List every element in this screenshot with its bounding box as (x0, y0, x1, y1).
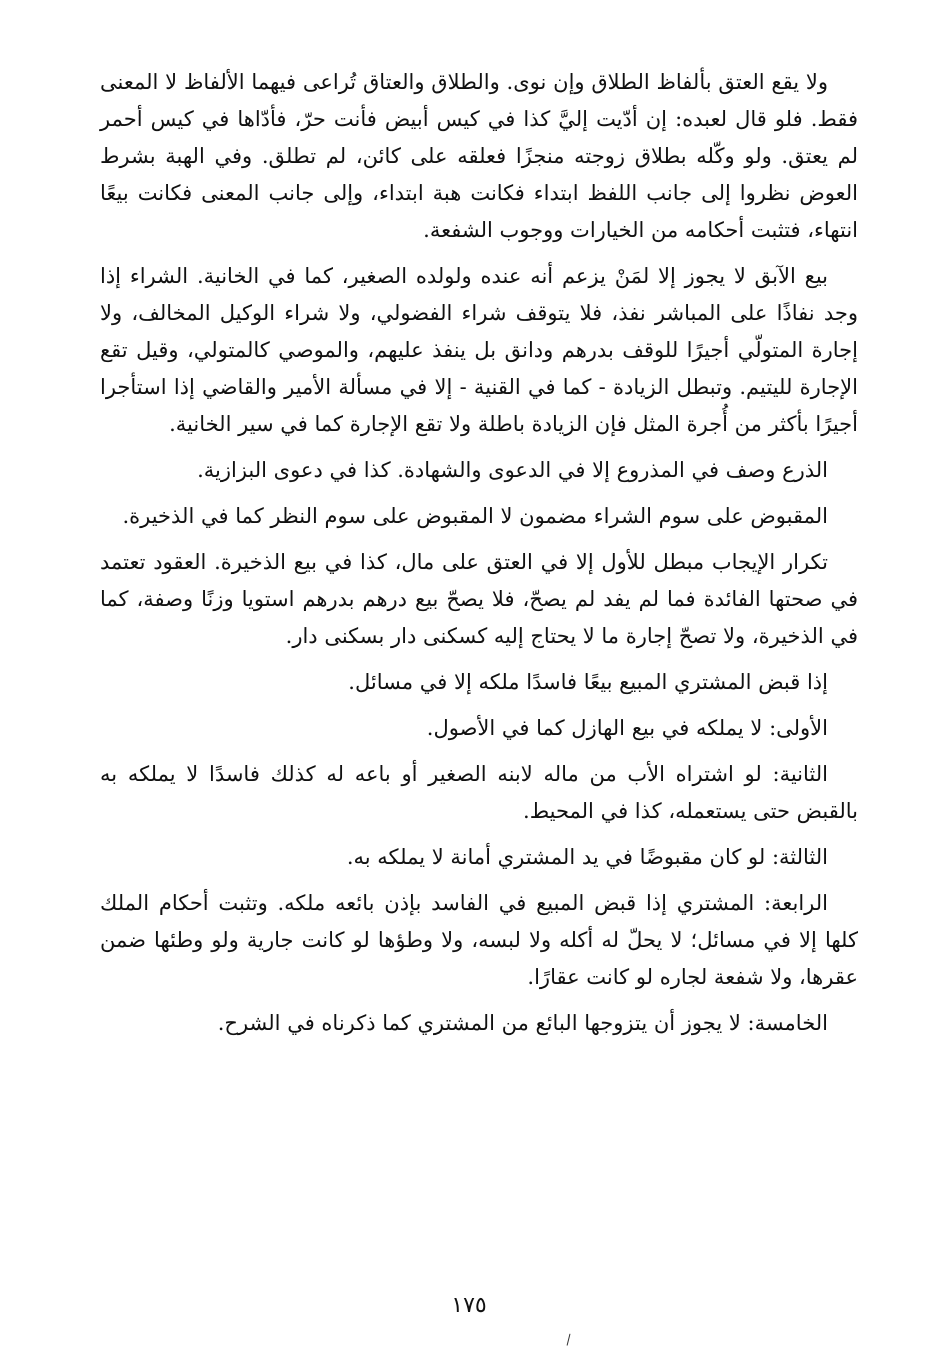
paragraph-8 (100, 756, 858, 830)
paragraph-11 (100, 1005, 858, 1042)
paragraph-4-first-line: المقبوض على سوم الشراء مضمون لا المقبوض على سوم النظر كما في (200, 504, 828, 528)
paragraph-3 (100, 452, 858, 489)
paragraph-7 (100, 710, 858, 747)
paragraph-4 (100, 498, 858, 535)
paragraph-5 (100, 544, 858, 655)
paragraph-2-first-line: بيع الآبق لا يجوز إلا لمَنْ يزعم أنه عنده ولولده الصغير، كما في الخانية. (196, 264, 828, 288)
paragraph-6-first-line: إذا قبض المشتري المبيع بيعًا فاسدًا ملكه إلا في مسائل. (348, 670, 828, 694)
paragraph-9 (100, 839, 858, 876)
paragraph-4-rest: الذخيرة. (122, 504, 195, 528)
body-text (100, 64, 858, 1051)
scan-mark (567, 1334, 574, 1347)
paragraph-5-rest: العقود تعتمد في صحتها الفائدة فما لم يفد لم يصحّ، فلا يصحّ بيع درهم بدرهم استويا وزنًا وصفة، كما في الذخيرة، ولا تصحّ إجارة ما لا يحتاج إليه كسكنى دار بسكنى دار. (100, 550, 858, 648)
paragraph-11-first-line: الخامسة: لا يجوز أن يتزوجها البائع من المشتري كما ذكرناه في الشرح. (217, 1011, 828, 1035)
paragraph-3-first-line: الذرع وصف في المذروع إلا في الدعوى والشهادة. كذا في دعوى البزازية. (197, 458, 828, 482)
paragraph-8-rest: به بالقبض حتى يستعمله، كذا في المحيط. (100, 762, 858, 823)
paragraph-10-first-line: الرابعة: المشتري إذا قبض المبيع في الفاسد بإذن بائعه ملكه. وتثبت أحكام (158, 891, 828, 915)
paragraph-9-first-line: الثالثة: لو كان مقبوضًا في يد المشتري أمانة لا يملكه به. (346, 845, 828, 869)
paragraph-1-first-line: ولا يقع العتق بألفاظ الطلاق وإن نوى. والطلاق والعتاق تُراعى فيهما الألفاظ (183, 70, 828, 94)
paragraph-7-first-line: الأولى: لا يملكه في بيع الهازل كما في الأصول. (426, 716, 828, 740)
paragraph-10 (100, 885, 858, 996)
paragraph-2 (100, 258, 858, 443)
paragraph-2-rest: الشراء إذا وجد نفاذًا على المباشر نفذ، فلا يتوقف شراء الفضولي، ولا شراء الوكيل المخالف، ولا إجارة المتولّي أجيرًا للوقف بدرهم ودانق بل ينفذ عليهم، والموصي كالمتولي، وقيل تقع الإجارة لليتيم. وتبطل الزيادة - كما في القنية - إلا في مسألة الأمير والقاضي إذا استأجرا أجيرًا بأكثر من أُجرة المثل فإن الزيادة باطلة ولا تقع الإجارة كما في سير الخانية. (100, 264, 858, 436)
paragraph-8-first-line: الثانية: لو اشتراه الأب من ماله لابنه الصغير أو باعه له كذلك فاسدًا لا يملكه (127, 762, 828, 786)
paragraph-10-rest: الملك كلها إلا في مسائل؛ لا يحلّ له أكله ولا لبسه، ولا وطؤها لو كانت جارية ولو وطئها ضمن عقرها، ولا شفعة لجاره لو كانت عقارًا. (100, 891, 858, 989)
paragraph-1-rest: لا المعنى فقط. فلو قال لعبده: إن أدّيت إليَّ كذا في كيس أبيض فأنت حرّ، فأدّاها في كيس أحمر لم يعتق. ولو وكّله بطلاق زوجته منجزًا فعلقه على كائن، لم تطلق. وفي الهبة بشرط العوض نظروا إلى جانب اللفظ ابتداء فكانت هبة ابتداء، وإلى جانب المعنى فكانت بيعًا انتهاء، فتثبت أحكامه من الخيارات ووجوب الشفعة. (100, 70, 858, 242)
paragraph-5-first-line: تكرار الإيجاب مبطل للأول إلا في العتق على مال، كذا في بيع الذخيرة. (214, 550, 828, 574)
paragraph-1 (100, 64, 858, 249)
paragraph-6 (100, 664, 858, 701)
page-number: ١٧٥ (451, 1293, 487, 1318)
